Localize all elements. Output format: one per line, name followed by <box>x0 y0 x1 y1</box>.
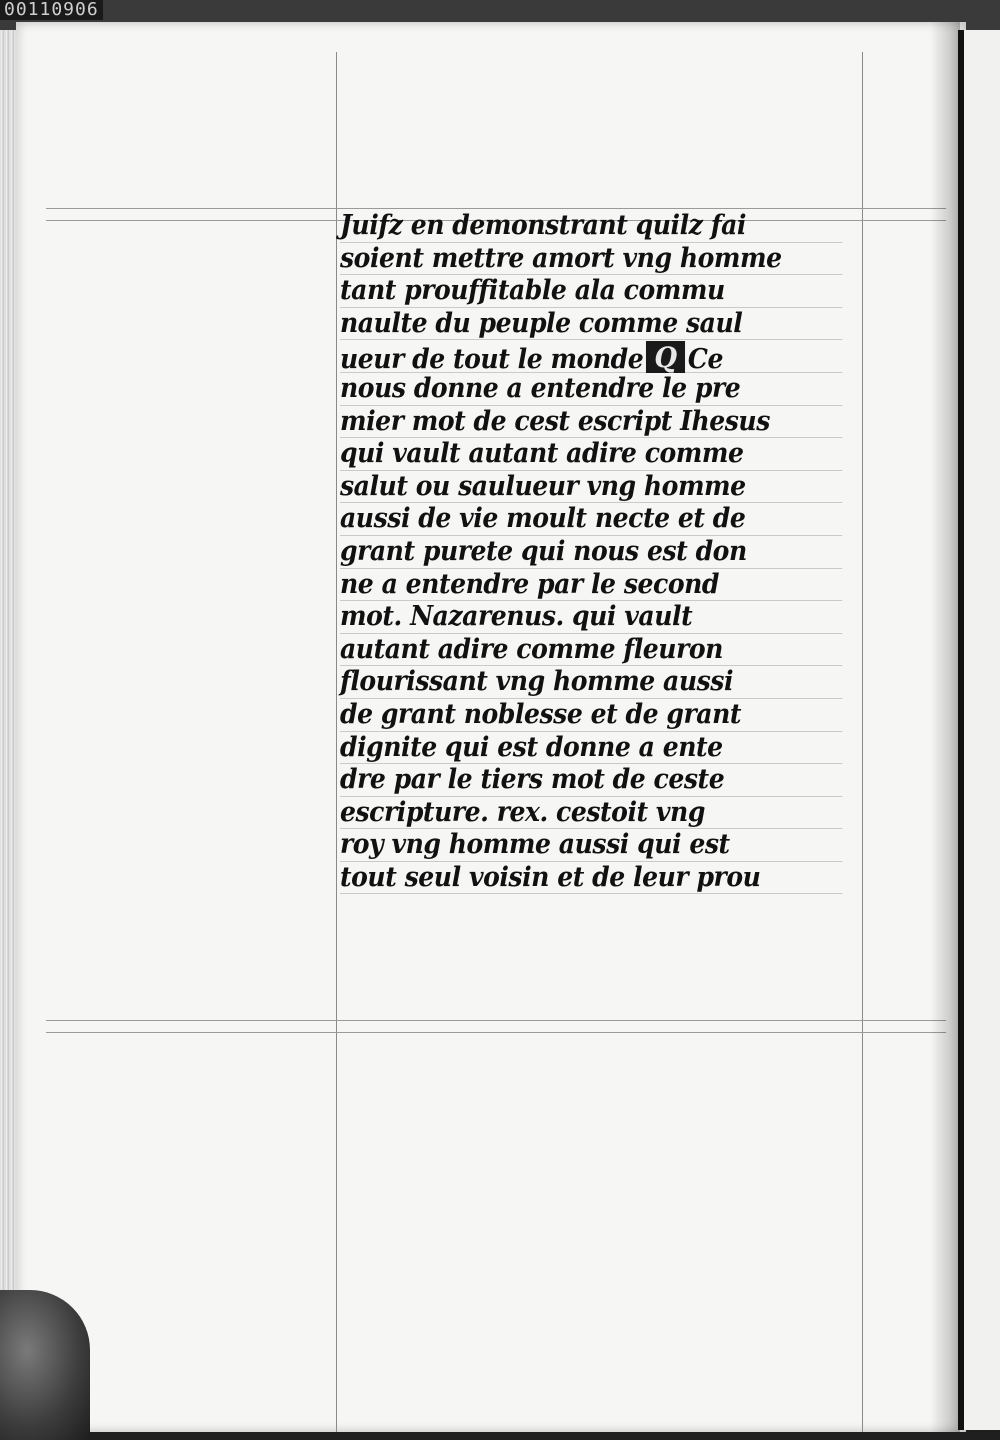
archive-label: 00110906 <box>0 0 103 20</box>
holding-thumb <box>0 1290 90 1440</box>
left-margin-rule <box>336 52 337 1432</box>
text-line-segment: ueur de tout le monde <box>340 344 644 376</box>
text-line: mier mot de cest escript Ihesus <box>340 406 842 439</box>
text-line: autant adire comme fleuron <box>340 634 842 667</box>
facing-page-edge <box>958 30 1000 1430</box>
text-line: roy vng homme aussi qui est <box>340 829 842 862</box>
text-line: grant purete qui nous est don <box>340 536 842 569</box>
text-line: Juifz en demonstrant quilz fai <box>340 210 842 243</box>
text-line: tant prouffitable ala commu <box>340 275 842 308</box>
text-line: qui vault autant adire comme <box>340 438 842 471</box>
gutter-shadow <box>930 22 960 1432</box>
text-line-segment: Ce <box>687 344 723 376</box>
text-line: de grant noblesse et de grant <box>340 699 842 732</box>
text-line: mot. Nazarenus. qui vault <box>340 601 842 634</box>
text-line: flourissant vng homme aussi <box>340 666 842 699</box>
top-ruling <box>46 208 946 209</box>
text-line: dignite qui est donne a ente <box>340 732 842 765</box>
text-line: tout seul voisin et de leur prou <box>340 862 842 895</box>
text-line: ne a entendre par le second <box>340 569 842 602</box>
text-line: nous donne a entendre le pre <box>340 373 842 406</box>
text-line: soient mettre amort vng homme <box>340 243 842 276</box>
text-line: escripture. rex. cestoit vng <box>340 797 842 830</box>
decorated-initial-icon <box>645 340 686 374</box>
text-line-with-initial <box>340 340 842 376</box>
bottom-ruling-2 <box>46 1032 946 1033</box>
text-line: aussi de vie moult necte et de <box>340 503 842 536</box>
text-line: naulte du peuple comme saul <box>340 308 842 341</box>
svg-text:Q: Q <box>654 342 677 375</box>
manuscript-text-block <box>340 210 880 894</box>
text-line: dre par le tiers mot de ceste <box>340 764 842 797</box>
text-line: salut ou saulueur vng homme <box>340 471 842 504</box>
bottom-ruling <box>46 1020 946 1021</box>
